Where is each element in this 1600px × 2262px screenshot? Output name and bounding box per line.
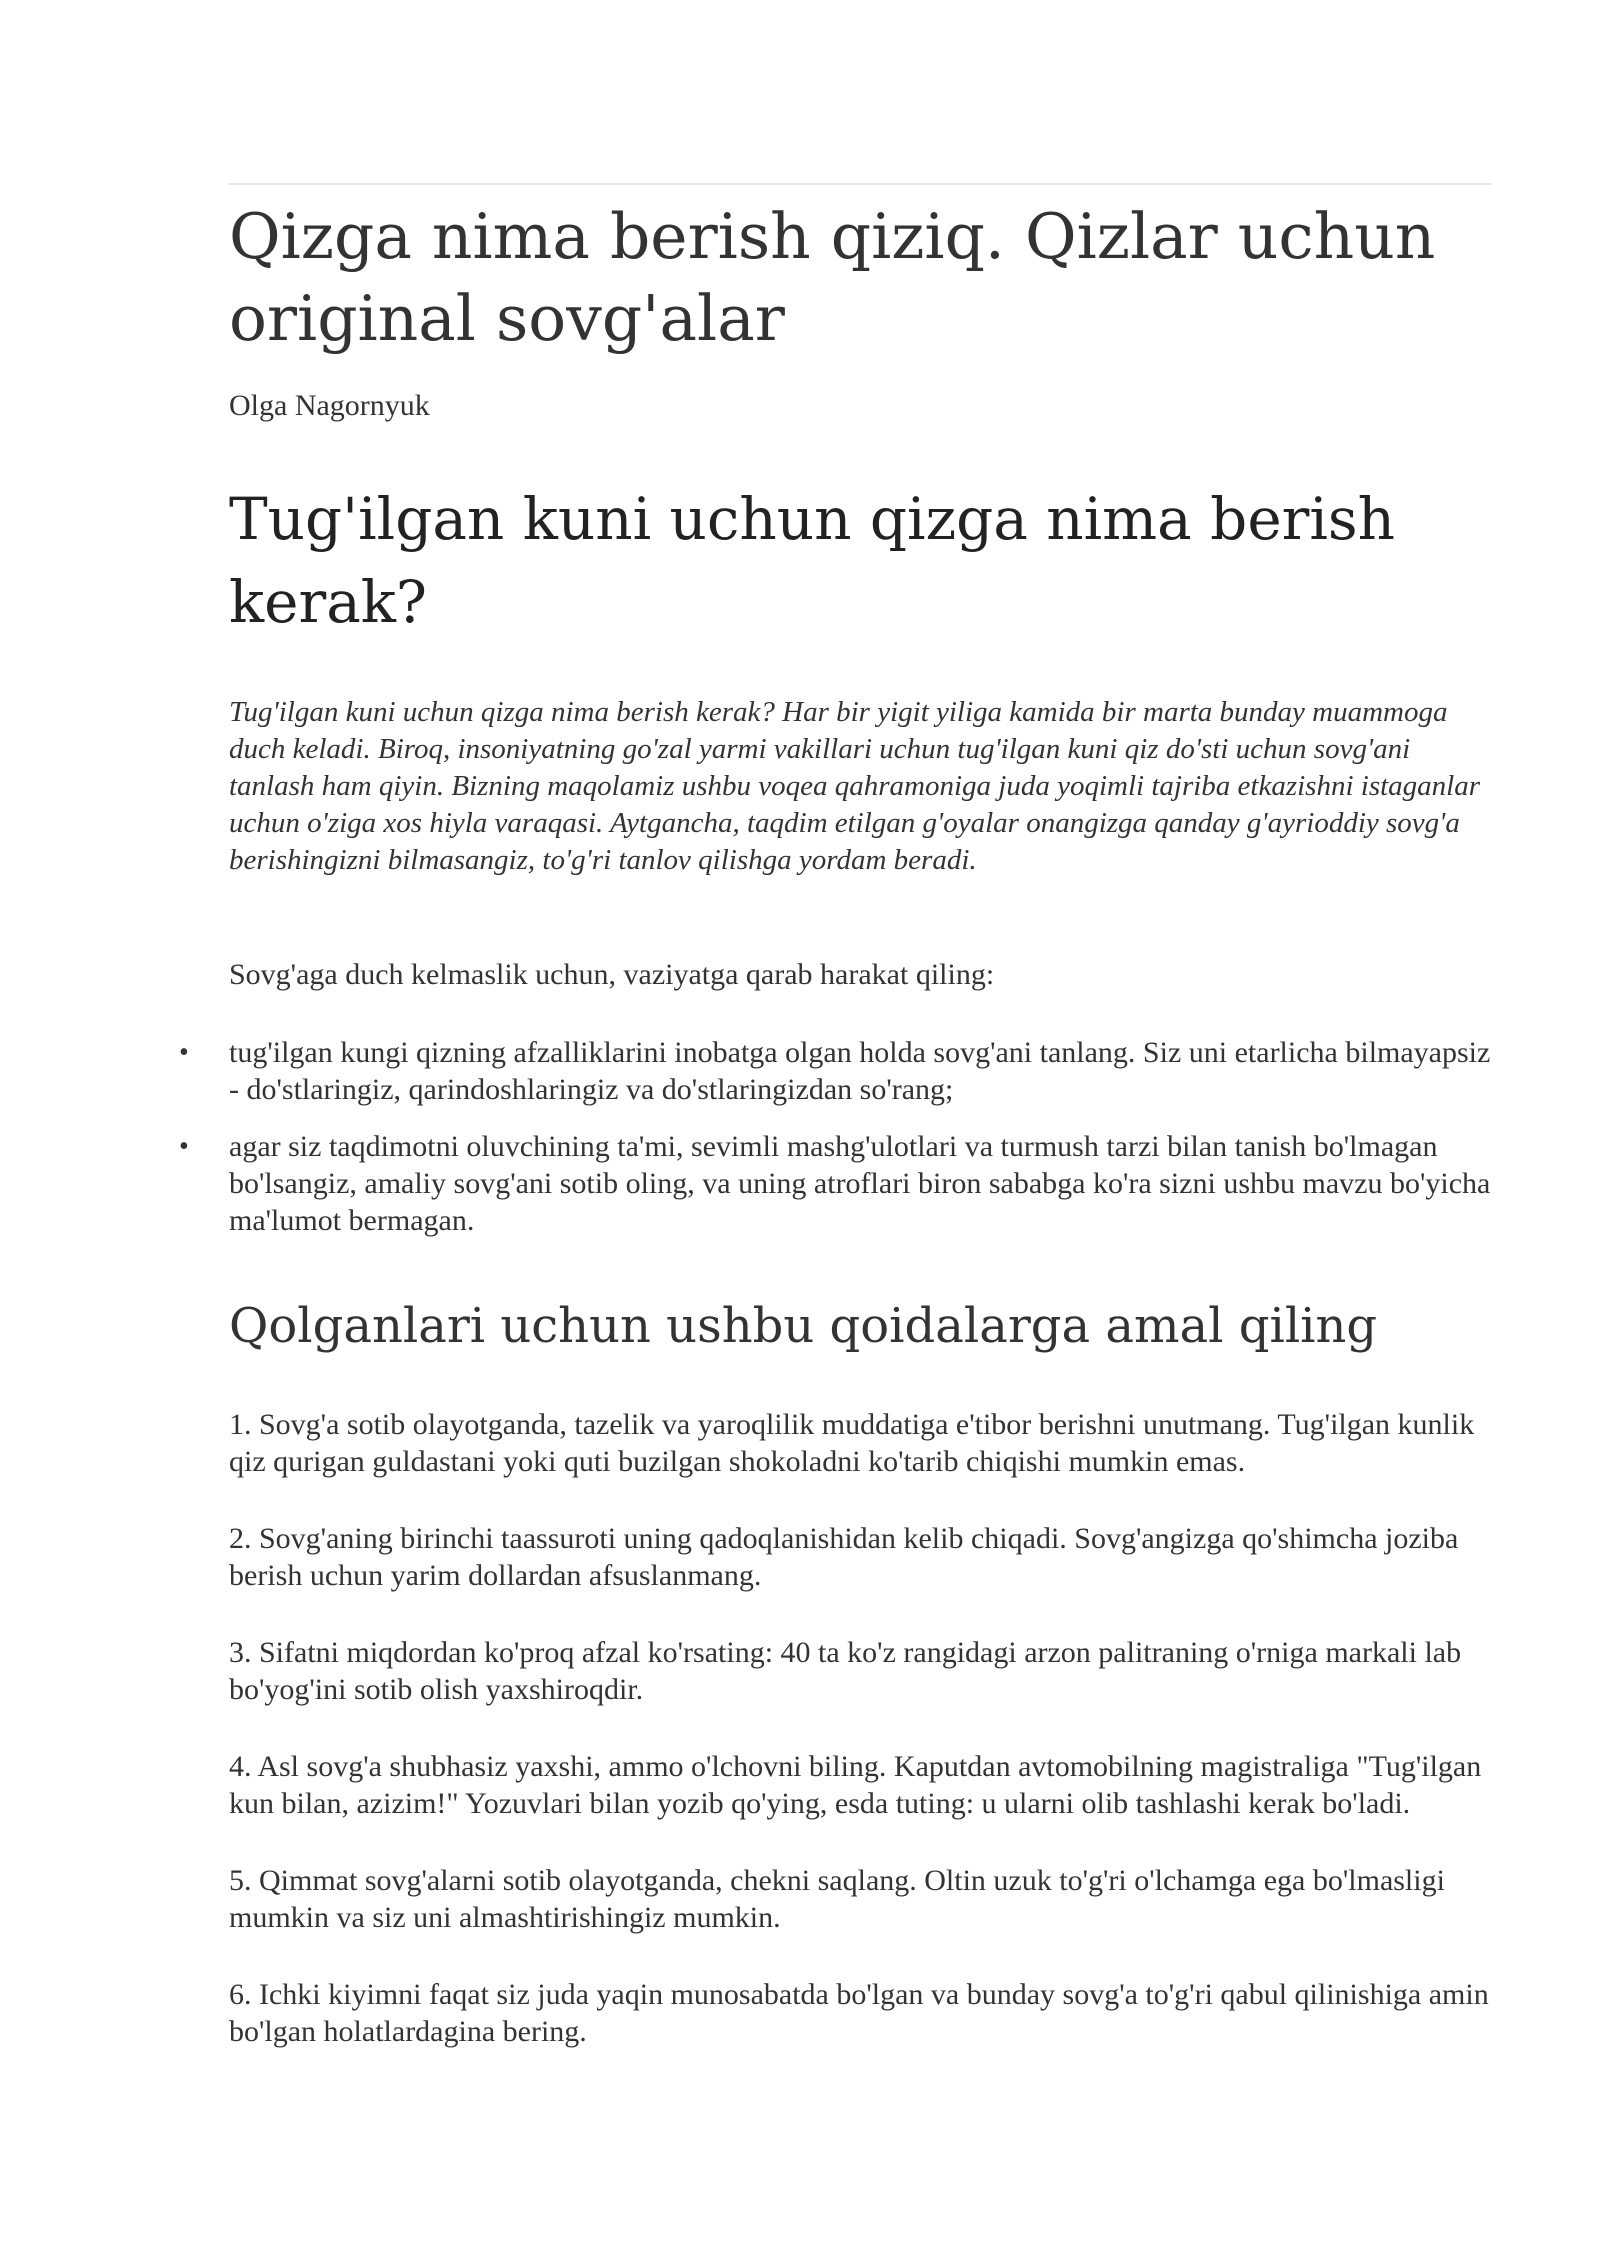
list-item (179, 1034, 1491, 1108)
rule-paragraph: 3. Sifatni miqdordan ko'proq afzal ko'rsating: 40 ta ko'z rangidagi arzon palitraning o'rniga markali lab bo'yog'ini sotib olish yaxshiroqdir. (229, 1636, 1462, 1706)
list-item-text: tug'ilgan kungi qizning afzalliklarini inobatga olgan holda sovg'ani tanlang. Siz uni etarlicha bilmayapsiz - do'stlaringiz, qarindoshlaringiz va do'stlaringizdan so'rang; (229, 1036, 1491, 1106)
bullet-icon: • (179, 1131, 189, 1162)
rule-paragraph: 5. Qimmat sovg'alarni sotib olayotganda, chekni saqlang. Oltin uzuk to'g'ri o'lchamga ega bo'lmasligi mumkin va siz uni almashtirishingiz mumkin. (229, 1864, 1445, 1934)
rule-paragraph: 6. Ichki kiyimni faqat siz juda yaqin munosabatda bo'lgan va bunday sovg'a to'g'ri qabul qilinishiga amin bo'lgan holatlardagina bering. (229, 1978, 1489, 2048)
section-heading: Tug'ilgan kuni uchun qizga nima berish kerak? (229, 485, 1396, 636)
top-divider (229, 183, 1491, 185)
rule-paragraph: 4. Asl sovg'a shubhasiz yaxshi, ammo o'lchovni biling. Kaputdan avtomobilning magistraliga "Tug'ilgan kun bilan, azizim!" Yozuvlari bilan yozib qo'ying, esda tuting: u ularni olib tashlashi kerak bo'ladi. (229, 1750, 1482, 1820)
rules-list (229, 1406, 1491, 2090)
rule-paragraph: 1. Sovg'a sotib olayotganda, tazelik va yaroqlilik muddatiga e'tibor berishni unutmang. Tug'ilgan kunlik qiz qurigan guldastani yoki quti buzilgan shokoladni ko'tarib chiqishi mumkin emas. (229, 1408, 1475, 1478)
intro-paragraph: Tug'ilgan kuni uchun qizga nima berish kerak? Har bir yigit yiliga kamida bir marta bunday muammoga duch keladi. Biroq, insoniyatning go'zal yarmi vakillari uchun tug'ilgan kuni qiz do'sti uchun sovg'ani tanlash ham qiyin. Bizning maqolamiz ushbu voqea qahramoniga juda yoqimli tajriba etkazishni istaganlar uchun o'ziga xos hiyla varaqasi. Aytgancha, taqdim etilgan g'oyalar onangizga qanday g'ayrioddiy sovg'a berishingizni bilmasangiz, to'g'ri tanlov qilishga yordam beradi. (229, 696, 1481, 876)
bullet-list (179, 1034, 1491, 1259)
lead-paragraph: Sovg'aga duch kelmaslik uchun, vaziyatga qarab harakat qiling: (229, 958, 995, 991)
article-title: Qizga nima berish qiziq. Qizlar uchun original sovg'alar (229, 200, 1436, 355)
list-item-text: agar siz taqdimotni oluvchining ta'mi, sevimli mashg'ulotlari va turmush tarzi bilan tanish bo'lmagan bo'lsangiz, amaliy sovg'ani sotib oling, va uning atroflari biron sababga ko'ra sizni ushbu mavzu bo'yicha ma'lumot bermagan. (229, 1130, 1491, 1237)
rules-heading: Qolganlari uchun ushbu qoidalarga amal qiling (229, 1298, 1378, 1354)
article-author: Olga Nagornyuk (229, 389, 430, 422)
list-item (179, 1128, 1491, 1239)
bullet-icon: • (179, 1037, 189, 1068)
rule-paragraph: 2. Sovg'aning birinchi taassuroti uning qadoqlanishidan kelib chiqadi. Sovg'angizga qo'shimcha joziba berish uchun yarim dollardan afsuslanmang. (229, 1522, 1459, 1592)
